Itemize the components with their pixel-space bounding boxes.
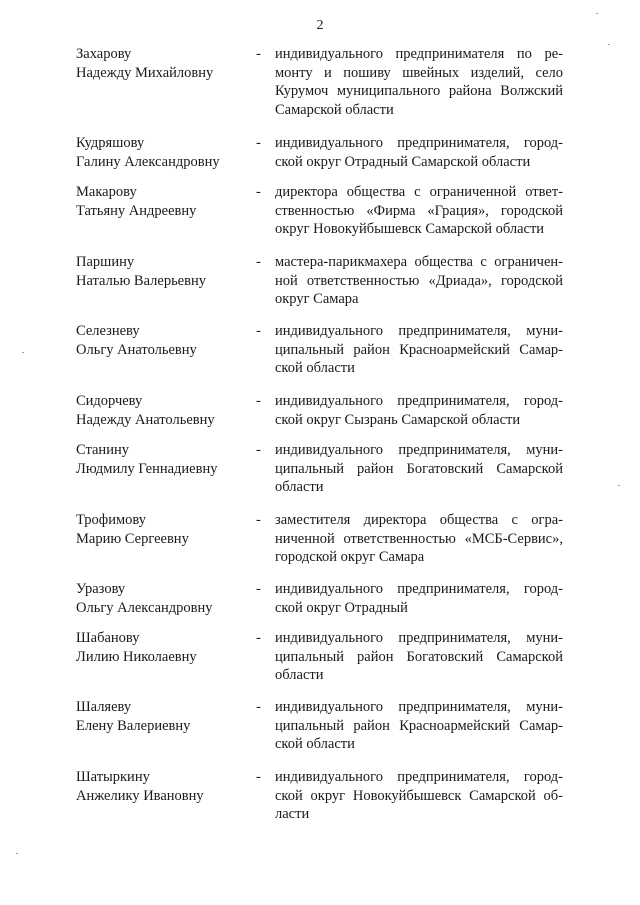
person-name bbox=[76, 768, 246, 805]
description-line: монту и пошиву швейных изделий, село bbox=[275, 64, 563, 81]
description-line: индивидуального предпринимателя, муни- bbox=[275, 323, 563, 339]
description-line: области bbox=[275, 479, 324, 495]
person-name bbox=[76, 392, 246, 429]
position-description bbox=[275, 253, 563, 309]
given-names: Надежду Михайловну bbox=[76, 64, 214, 81]
position-description bbox=[275, 698, 563, 754]
description-line: индивидуального предпринимателя, город- bbox=[275, 769, 563, 785]
description-line: ципальный район Богатовский Самарской bbox=[275, 648, 563, 665]
dash-separator: - bbox=[256, 442, 261, 458]
person-name bbox=[76, 322, 246, 359]
given-names: Наталью Валерьевну bbox=[76, 272, 206, 289]
surname: Селезневу bbox=[76, 323, 140, 339]
surname: Трофимову bbox=[76, 512, 146, 528]
description-line: заместителя директора общества с огра- bbox=[275, 512, 563, 528]
description-line: мастера-парикмахера общества с ограничен- bbox=[275, 254, 563, 270]
description-line: округ Самара bbox=[275, 291, 359, 307]
description-line: ской округ Отрадный bbox=[275, 599, 408, 616]
description-line: индивидуального предпринимателя, город- bbox=[275, 393, 563, 409]
description-line: ской округ Отрадный Самарской области bbox=[275, 153, 531, 170]
surname: Паршину bbox=[76, 254, 135, 270]
position-description bbox=[275, 392, 563, 429]
page-number: 2 bbox=[316, 18, 324, 33]
position-description bbox=[275, 134, 563, 171]
description-line: ской области bbox=[275, 736, 355, 752]
position-description bbox=[275, 511, 563, 567]
person-name bbox=[76, 183, 246, 220]
dash-separator: - bbox=[256, 184, 261, 200]
surname: Кудряшову bbox=[76, 135, 145, 151]
description-line: директора общества с ограниченной ответ- bbox=[275, 184, 563, 200]
dash-separator: - bbox=[256, 581, 261, 597]
given-names: Татьяну Андреевну bbox=[76, 202, 197, 219]
description-line: индивидуального предпринимателя, муни- bbox=[275, 699, 563, 715]
description-line: ской округ Новокуйбышевск Самарской об- bbox=[275, 787, 563, 804]
description-line: ципальный район Богатовский Самарской bbox=[275, 460, 563, 477]
given-names: Елену Валериевну bbox=[76, 717, 191, 734]
position-description bbox=[275, 580, 563, 617]
dash-separator: - bbox=[256, 135, 261, 151]
description-line: области bbox=[275, 667, 324, 683]
given-names: Галину Александровну bbox=[76, 153, 220, 170]
surname: Станину bbox=[76, 442, 129, 458]
description-line: Самарской области bbox=[275, 101, 394, 118]
given-names: Лилию Николаевну bbox=[76, 648, 197, 665]
description-line: ласти bbox=[275, 806, 310, 822]
description-line: округ Новокуйбышевск Самарской области bbox=[275, 221, 545, 237]
person-name bbox=[76, 698, 246, 735]
surname: Сидорчеву bbox=[76, 393, 143, 409]
description-line: ципальный район Красноармейский Самар- bbox=[275, 341, 563, 358]
description-line: Курумоч муниципального района Волжский bbox=[275, 83, 563, 99]
surname: Шаляеву bbox=[76, 699, 132, 715]
description-line: индивидуального предпринимателя по ре- bbox=[275, 46, 563, 62]
description-line: индивидуального предпринимателя, муни- bbox=[275, 442, 563, 458]
description-line: городской округ Самара bbox=[275, 549, 425, 565]
scan-speck bbox=[608, 44, 610, 45]
description-line: ственностью «Фирма «Грация», городской bbox=[275, 202, 563, 219]
surname: Макарову bbox=[76, 184, 137, 200]
scan-speck bbox=[16, 853, 18, 854]
dash-separator: - bbox=[256, 512, 261, 528]
description-line: индивидуального предпринимателя, муни- bbox=[275, 630, 563, 646]
position-description bbox=[275, 45, 563, 119]
person-name bbox=[76, 134, 246, 171]
surname: Шабанову bbox=[76, 630, 140, 646]
dash-separator: - bbox=[256, 46, 261, 62]
surname: Захарову bbox=[76, 46, 132, 62]
scan-speck bbox=[22, 352, 24, 353]
description-line: индивидуального предпринимателя, город- bbox=[275, 135, 563, 151]
given-names: Ольгу Александровну bbox=[76, 599, 213, 616]
dash-separator: - bbox=[256, 769, 261, 785]
given-names: Анжелику Ивановну bbox=[76, 787, 204, 804]
description-line: ципальный район Красноармейский Самар- bbox=[275, 717, 563, 734]
dash-separator: - bbox=[256, 393, 261, 409]
person-name bbox=[76, 45, 246, 82]
description-line: ниченной ответственностью «МСБ-Сервис», bbox=[275, 530, 563, 547]
given-names: Людмилу Геннадиевну bbox=[76, 460, 218, 477]
position-description bbox=[275, 768, 563, 824]
position-description bbox=[275, 441, 563, 497]
given-names: Ольгу Анатольевну bbox=[76, 341, 197, 358]
description-line: ской области bbox=[275, 360, 355, 376]
scan-speck bbox=[618, 485, 620, 486]
person-name bbox=[76, 441, 246, 478]
given-names: Надежду Анатольевну bbox=[76, 411, 215, 428]
dash-separator: - bbox=[256, 699, 261, 715]
scan-speck bbox=[596, 13, 598, 14]
given-names: Марию Сергеевну bbox=[76, 530, 189, 547]
dash-separator: - bbox=[256, 254, 261, 270]
position-description bbox=[275, 183, 563, 239]
person-name bbox=[76, 253, 246, 290]
description-line: индивидуального предпринимателя, город- bbox=[275, 581, 563, 597]
person-name bbox=[76, 511, 246, 548]
description-line: ской округ Сызрань Самарской области bbox=[275, 411, 521, 428]
position-description bbox=[275, 322, 563, 378]
dash-separator: - bbox=[256, 630, 261, 646]
surname: Шатыркину bbox=[76, 769, 150, 785]
dash-separator: - bbox=[256, 323, 261, 339]
description-line: ной ответственностью «Дриада», городской bbox=[275, 272, 563, 289]
person-name bbox=[76, 580, 246, 617]
surname: Уразову bbox=[76, 581, 126, 597]
person-name bbox=[76, 629, 246, 666]
position-description bbox=[275, 629, 563, 685]
